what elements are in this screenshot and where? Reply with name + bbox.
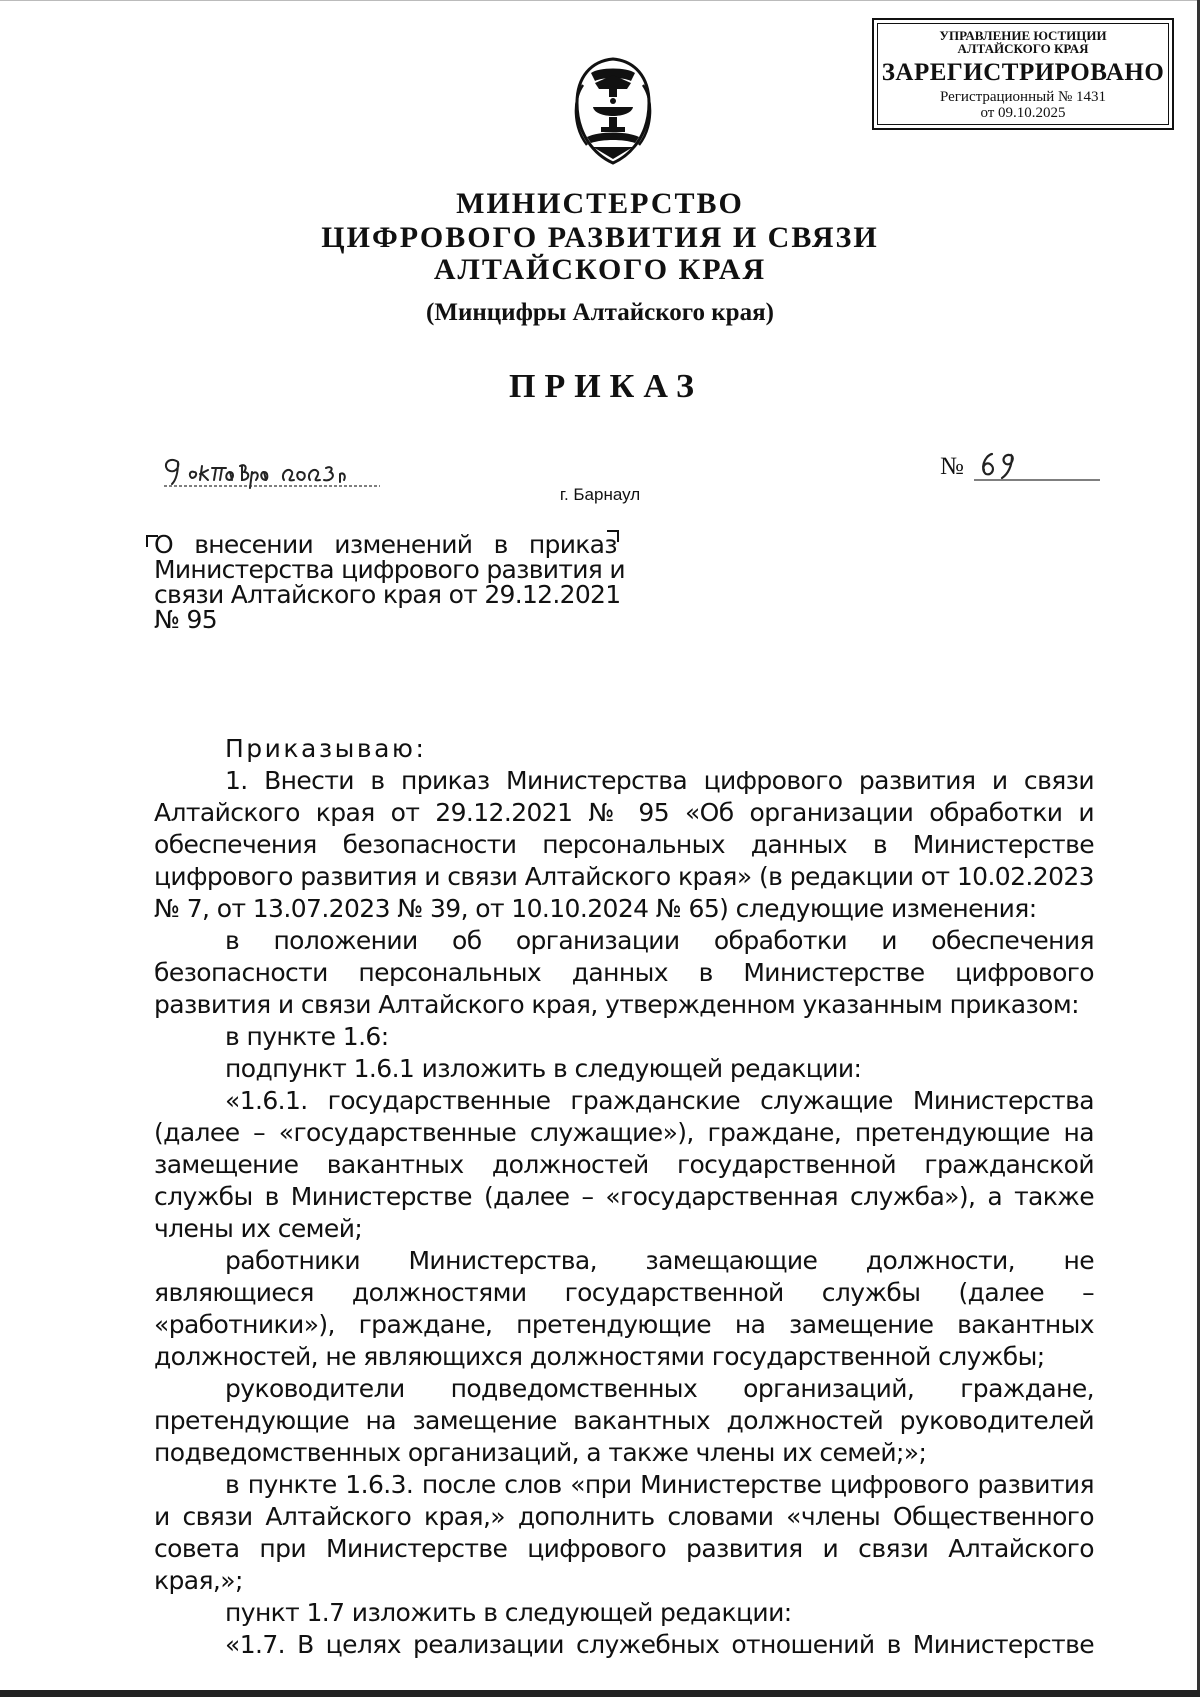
order-intro: Приказываю: xyxy=(225,734,427,763)
order-number-label: № xyxy=(940,453,964,480)
body-paragraph: в пункте 1.6: xyxy=(225,1022,389,1051)
subject-line: Министерства цифрового развития и xyxy=(154,555,625,584)
body-paragraph: 1. Внести в приказ Министерства цифрового развития и связи Алтайского края от 29.12.2021 № 95 «Об организации обработки и обеспечения безопасности персональных данных в Министерстве цифрового развития и связи Алтайского края» (в редакции от 10.02.2023 № 7, от 13.07.2023 № 39, от 10.10.2024 № 65) следующие изменения: xyxy=(154,766,1094,923)
order-body xyxy=(154,733,1094,1661)
ministry-short-name: (Минцифры Алтайского края) xyxy=(426,299,774,326)
altai-krai-coat-of-arms-icon xyxy=(565,55,661,167)
body-paragraph: в пункте 1.6.3. после слов «при Министерстве цифрового развития и связи Алтайского края,» дополнить словами «члены Общественного совета при Министерстве цифрового развития и связи Алтайского края,»; xyxy=(154,1470,1094,1595)
page-edge-top xyxy=(0,0,1200,1)
body-paragraph: работники Министерства, замещающие должности, не являющиеся должностями государственной службы (далее – «работники»), граждане, претендующие на замещение вакантных должностей, не являющихся должностями государственной службы; xyxy=(154,1246,1094,1371)
city-label: г. Барнаул xyxy=(559,485,641,504)
ministry-name-line1: МИНИСТЕРСТВО xyxy=(456,187,744,220)
subject-line: № 95 xyxy=(154,605,217,634)
order-subject xyxy=(154,530,625,634)
handwritten-order-number xyxy=(972,446,1104,486)
document-type-title: ПРИКАЗ xyxy=(509,368,703,405)
stamp-reg-date: от 09.10.2025 xyxy=(980,105,1066,121)
body-paragraph: пункт 1.7 изложить в следующей редакции: xyxy=(225,1598,792,1627)
body-paragraph: подпункт 1.6.1 изложить в следующей редакции: xyxy=(225,1054,862,1083)
page-edge-bottom xyxy=(0,1690,1200,1697)
ministry-name-line2: ЦИФРОВОГО РАЗВИТИЯ И СВЯЗИ xyxy=(321,221,879,254)
body-paragraph: «1.7. В целях реализации служебных отношений в Министерстве xyxy=(225,1630,1094,1659)
stamp-reg-number: Регистрационный № 1431 xyxy=(939,89,1107,105)
stamp-authority-line1: УПРАВЛЕНИЕ ЮСТИЦИИ xyxy=(939,28,1107,43)
stamp-authority-line2: АЛТАЙСКОГО КРАЯ xyxy=(957,41,1089,56)
body-paragraph: руководители подведомственных организаций, граждане, претендующие на замещение вакантных должностей руководителей подведомственных организаций, а также члены их семей;»; xyxy=(154,1374,1094,1467)
subject-line: О внесении изменений в приказ xyxy=(154,530,617,559)
stamp-title: ЗАРЕГИСТРИРОВАНО xyxy=(881,59,1165,86)
body-paragraph: «1.6.1. государственные гражданские служащие Министерства (далее – «государственные служащие»), граждане, претендующие на замещение вакантных должностей государственной гражданской службы в Министерстве (далее – «государственная служба»), а также члены их семей; xyxy=(154,1086,1094,1243)
ministry-name-line3: АЛТАЙСКОГО КРАЯ xyxy=(433,253,767,286)
subject-line: связи Алтайского края от 29.12.2021 xyxy=(154,580,621,609)
registration-stamp xyxy=(872,18,1174,130)
body-paragraph: в положении об организации обработки и обеспечения безопасности персональных данных в Министерстве цифрового развития и связи Алтайского края, утвержденном указанным приказом: xyxy=(154,926,1094,1019)
